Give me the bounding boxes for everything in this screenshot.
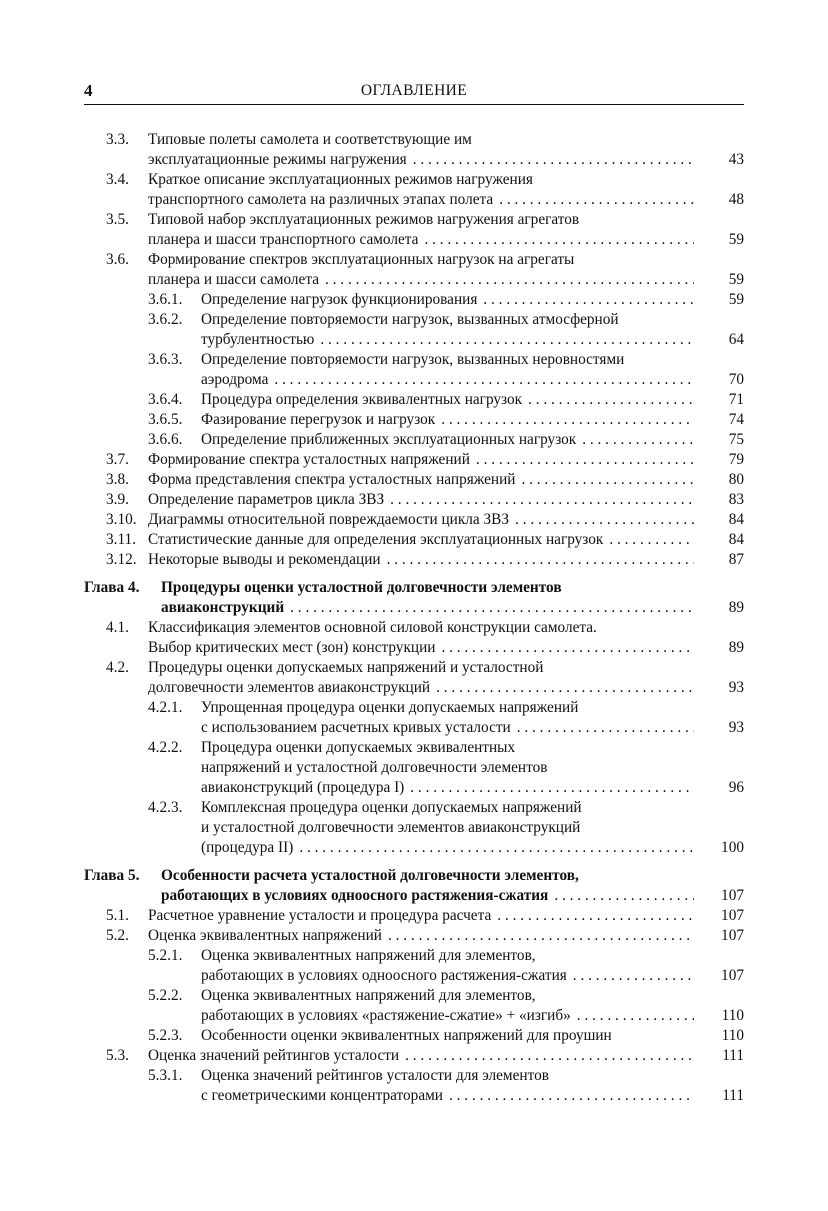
toc-page-number: 107 [721,967,744,984]
toc-entry-title [148,530,694,550]
toc-subsection[interactable] [84,1066,744,1106]
toc-entry-title [201,290,694,310]
toc-chapter[interactable] [84,866,744,906]
toc-page-number: 48 [728,191,744,208]
leader-dots [320,330,694,350]
toc-entry-title-line: транспортного самолета на различных этапах полета [148,191,494,208]
toc-entry-title-line: Типовые полеты самолета и соответствующие им [148,131,472,148]
toc-entry-number: 5.2.1. [148,947,183,964]
toc-entry-title [148,926,694,946]
toc-entry-title-line: работающих в условиях одноосного растяжения-сжатия [161,887,549,904]
toc-entry-number: 3.6.5. [148,411,183,428]
toc-entry-title-line: Форма представления спектра усталостных напряжений [148,471,516,488]
toc-page-number: 83 [728,491,744,508]
toc-subsection[interactable] [84,390,744,410]
toc-entry-number: 3.9. [106,491,129,508]
leader-dots [521,470,694,490]
toc-subsection[interactable] [84,946,744,986]
toc-subsection[interactable] [84,430,744,450]
toc-entry-title-line: Особенности оценки эквивалентных напряжений для проушин [201,1027,612,1044]
toc-section[interactable] [84,618,744,658]
toc-section[interactable] [84,470,744,490]
toc-entry-title-line: Классификация элементов основной силовой конструкции самолета. [148,619,597,636]
toc-entry-title [148,470,694,490]
toc-subsection[interactable] [84,410,744,430]
toc-page-number: 107 [721,927,744,944]
toc-page-number: 110 [721,1007,744,1024]
toc-entry-title [201,986,694,1026]
toc-section[interactable] [84,450,744,470]
toc-entry-title-line: Статистические данные для определения эксплуатационных нагрузок [148,531,604,548]
toc-entry-title [201,946,694,986]
toc-entry-title [148,618,694,658]
leader-dots [441,410,694,430]
toc-entry-title-line: турбулентностью [201,331,315,348]
toc-entry-title [201,390,694,410]
toc-entry-title-line: Процедуры оценки допускаемых напряжений и усталостной [148,659,544,676]
leader-dots [517,718,694,738]
toc-page-number: 43 [728,151,744,168]
toc-page-number: 59 [728,291,744,308]
toc-entry-title-line: Формирование спектров эксплуатационных нагрузок на агрегаты [148,251,575,268]
toc-page-number: 107 [721,887,744,904]
toc-section[interactable] [84,1046,744,1066]
toc-subsection[interactable] [84,310,744,350]
toc-entry-number: 3.12. [106,551,137,568]
toc-entry-title-line: Оценка эквивалентных напряжений для элементов, [201,947,536,964]
toc-subsection[interactable] [84,798,744,858]
toc-entry-title [201,1026,694,1046]
leader-dots [325,270,694,290]
leader-dots [515,510,694,530]
leader-dots [577,1006,694,1026]
toc-entry-title [161,578,694,618]
running-header [84,80,744,105]
toc-entry-number: 4.2.1. [148,699,183,716]
toc-entry-title [148,490,694,510]
toc-page-number: 74 [728,411,744,428]
leader-dots [441,638,694,658]
toc-entry-title [148,658,694,698]
toc-subsection[interactable] [84,1026,744,1046]
toc-subsection[interactable] [84,350,744,390]
toc-entry-title-line: Формирование спектра усталостных напряжений [148,451,470,468]
toc-entry-title-line: Определение повторяемости нагрузок, вызванных неровностями [201,351,625,368]
toc-section[interactable] [84,490,744,510]
toc-entry-title [148,1046,694,1066]
toc-entry-title [201,798,694,858]
toc-entry-title-line: Определение параметров цикла ЗВЗ [148,491,385,508]
leader-dots [497,906,694,926]
toc-entry-title [201,430,694,450]
toc-section[interactable] [84,906,744,926]
toc-entry-number: 3.6.2. [148,311,183,328]
leader-dots [424,230,694,250]
toc-section[interactable] [84,210,744,250]
toc-page-number: 59 [728,231,744,248]
toc-entry-number: 4.2. [106,659,129,676]
toc-page-number: 70 [728,371,744,388]
toc-entry-number: 3.6. [106,251,129,268]
toc-entry-number: 3.6.1. [148,291,183,308]
toc-entry-title-line: Упрощенная процедура оценки допускаемых напряжений [201,699,579,716]
toc-section[interactable] [84,130,744,170]
table-of-contents [84,130,744,1106]
toc-section[interactable] [84,250,744,290]
toc-entry-title [148,450,694,470]
leader-dots [528,390,694,410]
toc-page-number: 100 [721,839,744,856]
toc-entry-title-line: Типовой набор эксплуатационных режимов нагружения агрегатов [148,211,580,228]
toc-page-number: 64 [728,331,744,348]
toc-entry-title-line: напряжений и усталостной долговечности элементов [201,759,548,776]
toc-page-number: 93 [728,679,744,696]
leader-dots [554,886,694,906]
toc-entry-number: 3.10. [106,511,137,528]
toc-section[interactable] [84,658,744,698]
toc-entry-title-line: Процедура оценки допускаемых эквивалентных [201,739,516,756]
leader-dots [582,430,694,450]
toc-page-number: 96 [728,779,744,796]
toc-page-number: 89 [728,639,744,656]
toc-entry-title [201,1066,694,1106]
toc-entry-title-line: планера и шасси транспортного самолета [148,231,419,248]
toc-entry-title-line: работающих в условиях «растяжение-сжатие» + «изгиб» [201,1007,571,1024]
leader-dots [483,290,694,310]
toc-page-number: 84 [728,531,744,548]
toc-section[interactable] [84,926,744,946]
toc-entry-title-line: Оценка эквивалентных напряжений для элементов, [201,987,536,1004]
leader-dots [476,450,694,470]
toc-entry-number: 3.6.4. [148,391,183,408]
toc-entry-title-line: Некоторые выводы и рекомендации [148,551,381,568]
toc-page-number: 59 [728,271,744,288]
toc-entry-title-line: Диаграммы относительной повреждаемости цикла ЗВЗ [148,511,510,528]
toc-entry-title-line: с использованием расчетных кривых усталости [201,719,511,736]
toc-entry-title-line: Определение повторяемости нагрузок, вызванных атмосферной [201,311,619,328]
toc-entry-number: 3.5. [106,211,129,228]
toc-subsection[interactable] [84,986,744,1026]
leader-dots [499,190,694,210]
toc-page-number: 110 [721,1027,744,1044]
toc-entry-number: 4.1. [106,619,129,636]
toc-page-number: 75 [728,431,744,448]
toc-entry-number: 5.3.1. [148,1067,183,1084]
toc-page-number: 89 [728,599,744,616]
toc-entry-title-line: Краткое описание эксплуатационных режимов нагружения [148,171,533,188]
toc-entry-title [201,310,694,350]
leader-dots [387,550,694,570]
leader-dots [573,966,694,986]
toc-entry-number: 4.2.2. [148,739,183,756]
toc-entry-title-line: Комплексная процедура оценки допускаемых напряжений [201,799,582,816]
toc-entry-title [148,170,694,210]
toc-chapter[interactable] [84,578,744,618]
toc-entry-title-line: Процедуры оценки усталостной долговечности элементов [161,579,562,596]
toc-section[interactable] [84,170,744,210]
toc-entry-number: 3.6.3. [148,351,183,368]
page [84,80,744,1106]
toc-page-number: 80 [728,471,744,488]
toc-page-number: 87 [728,551,744,568]
toc-subsection[interactable] [84,698,744,738]
toc-entry-title-line: авиаконструкций (процедура I) [201,779,405,796]
toc-page-number: 107 [721,907,744,924]
toc-entry-title [201,410,694,430]
toc-subsection[interactable] [84,290,744,310]
toc-entry-title [201,738,694,798]
toc-entry-title-line: Особенности расчета усталостной долговечности элементов, [161,867,579,884]
toc-entry-title [161,866,694,906]
toc-subsection[interactable] [84,738,744,798]
toc-entry-title-line: (процедура II) [201,839,294,856]
toc-entry-number: 5.2.3. [148,1027,183,1044]
toc-entry-title-line: Фазирование перегрузок и нагрузок [201,411,436,428]
toc-section[interactable] [84,530,744,550]
toc-entry-title-line: Оценка эквивалентных напряжений [148,927,382,944]
page-number: 4 [84,81,93,100]
toc-entry-title [201,698,694,738]
toc-entry-title-line: Процедура определения эквивалентных нагрузок [201,391,523,408]
leader-dots [413,150,694,170]
leader-dots [410,778,694,798]
toc-entry-title [148,130,694,170]
leader-dots [449,1086,694,1106]
toc-entry-title-line: с геометрическими концентраторами [201,1087,443,1104]
toc-entry-number: Глава 4. [84,579,140,596]
toc-entry-title-line: Определение нагрузок функционирования [201,291,478,308]
leader-dots [390,490,694,510]
leader-dots [405,1046,694,1066]
toc-entry-title-line: работающих в условиях одноосного растяжения-сжатия [201,967,567,984]
toc-page-number: 84 [728,511,744,528]
leader-dots [290,598,694,618]
toc-entry-title [148,906,694,926]
toc-page-number: 79 [728,451,744,468]
toc-entry-title [148,210,694,250]
leader-dots [274,370,694,390]
toc-entry-title [148,510,694,530]
toc-entry-number: 5.2. [106,927,129,944]
leader-dots [299,838,694,858]
leader-dots [436,678,694,698]
toc-section[interactable] [84,550,744,570]
toc-page-number: 111 [722,1087,744,1104]
toc-entry-number: 3.11. [106,531,137,548]
toc-entry-number: 5.2.2. [148,987,183,1004]
toc-entry-title-line: Оценка значений рейтингов усталости для элементов [201,1067,549,1084]
toc-entry-title [148,250,694,290]
toc-entry-number: 3.6.6. [148,431,183,448]
toc-entry-title-line: аэродрома [201,371,269,388]
toc-entry-title-line: Оценка значений рейтингов усталости [148,1047,400,1064]
toc-entry-title-line: Расчетное уравнение усталости и процедура расчета [148,907,492,924]
toc-page-number: 111 [722,1047,744,1064]
toc-entry-number: 3.7. [106,451,129,468]
toc-entry-title-line: авиаконструкций [161,599,285,616]
toc-entry-title-line: Определение приближенных эксплуатационных нагрузок [201,431,577,448]
toc-section[interactable] [84,510,744,530]
leader-dots [388,926,694,946]
toc-entry-number: 3.3. [106,131,129,148]
toc-entry-title [148,550,694,570]
toc-entry-number: 4.2.3. [148,799,183,816]
running-title: ОГЛАВЛЕНИЕ [360,82,468,99]
toc-entry-title-line: долговечности элементов авиаконструкций [148,679,431,696]
toc-entry-title-line: планера и шасси самолета [148,271,319,288]
toc-page-number: 93 [728,719,744,736]
toc-entry-title-line: эксплуатационные режимы нагружения [148,151,407,168]
toc-entry-title-line: и усталостной долговечности элементов авиаконструкций [201,819,581,836]
leader-dots [609,530,694,550]
toc-entry-number: 3.4. [106,171,129,188]
toc-entry-number: 5.3. [106,1047,129,1064]
toc-entry-number: Глава 5. [84,867,140,884]
toc-entry-number: 3.8. [106,471,129,488]
toc-entry-title-line: Выбор критических мест (зон) конструкции [148,639,436,656]
toc-entry-number: 5.1. [106,907,129,924]
toc-entry-title [201,350,694,390]
toc-page-number: 71 [728,391,744,408]
